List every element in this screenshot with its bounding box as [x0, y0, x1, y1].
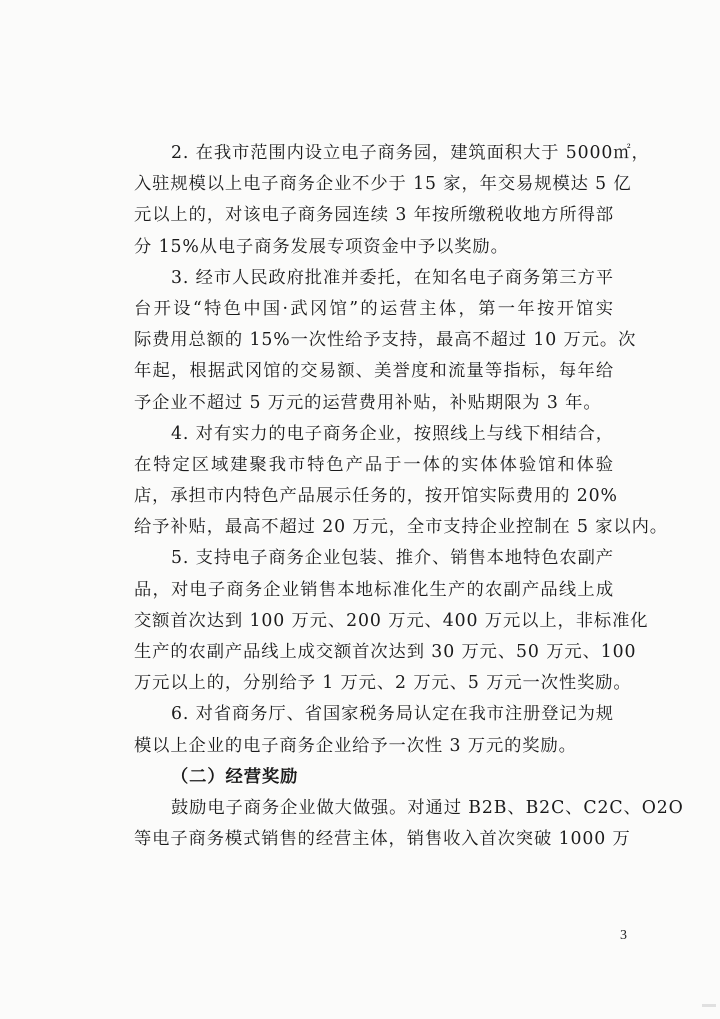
paragraph-item-4: [134, 419, 668, 544]
text-line: 台开设“特色中国·武冈馆”的运营主体，第一年按开馆实: [134, 298, 614, 319]
text-line: 品，对电子商务企业销售本地标准化生产的农副产品线上成: [134, 579, 614, 600]
text-line: 4. 对有实力的电子商务企业，按照线上与线下相结合，: [171, 423, 614, 444]
text-line: 分 15%从电子商务发展专项资金中予以奖励。: [134, 236, 509, 257]
scan-edge-mark: [702, 1004, 716, 1007]
text-line: 入驻规模以上电子商务企业不少于 15 家，年交易规模达 5 亿: [134, 174, 632, 195]
text-line: 鼓励电子商务企业做大做强。对通过 B2B、B2C、C2C、O2O: [171, 797, 684, 818]
page-number: 3: [620, 928, 627, 943]
text-line: 给予补贴，最高不超过 20 万元，全市支持企业控制在 5 家以内。: [134, 517, 668, 538]
paragraph-item-5: [134, 543, 649, 699]
paragraph-item-2: [134, 138, 650, 263]
text-line: 等电子商务模式销售的经营主体，销售收入首次突破 1000 万: [134, 829, 631, 850]
paragraph-operating-reward: [134, 793, 684, 855]
text-line: 际费用总额的 15%一次性给予支持，最高不超过 10 万元。次: [134, 330, 637, 351]
text-line: 6. 对省商务厅、省国家税务局认定在我市注册登记为规: [171, 704, 614, 725]
text-line: 生产的农副产品线上成交额首次达到 30 万元、50 万元、100: [134, 642, 637, 662]
text-line: 3. 经市人民政府批准并委托，在知名电子商务第三方平: [171, 267, 614, 288]
paragraph-item-3: [134, 263, 637, 419]
section-heading: （二）经营奖励: [171, 766, 299, 787]
text-line: 5. 支持电子商务企业包装、推介、销售本地特色农副产: [171, 548, 614, 569]
text-line: 交额首次达到 100 万元、200 万元、400 万元以上，非标准化: [134, 610, 649, 631]
text-line: 万元以上的，分别给予 1 万元、2 万元、5 万元一次性奖励。: [134, 673, 632, 694]
document-body: [134, 138, 684, 855]
paragraph-item-6: [134, 699, 614, 761]
text-line: 予企业不超过 5 万元的运营费用补贴，补贴期限为 3 年。: [134, 392, 602, 413]
text-line: 模以上企业的电子商务企业给予一次性 3 万元的奖励。: [134, 735, 577, 756]
text-line: 2. 在我市范围内设立电子商务园，建筑面积大于 5000㎡，: [171, 143, 650, 163]
text-line: 在特定区域建聚我市特色产品于一体的实体体验馆和体验: [134, 454, 614, 475]
text-line: 年起，根据武冈馆的交易额、美誉度和流量等指标，每年给: [134, 361, 614, 382]
text-line: 店，承担市内特色产品展示任务的，按开馆实际费用的 20%: [134, 486, 618, 507]
text-line: 元以上的，对该电子商务园连续 3 年按所缴税收地方所得部: [134, 205, 614, 226]
